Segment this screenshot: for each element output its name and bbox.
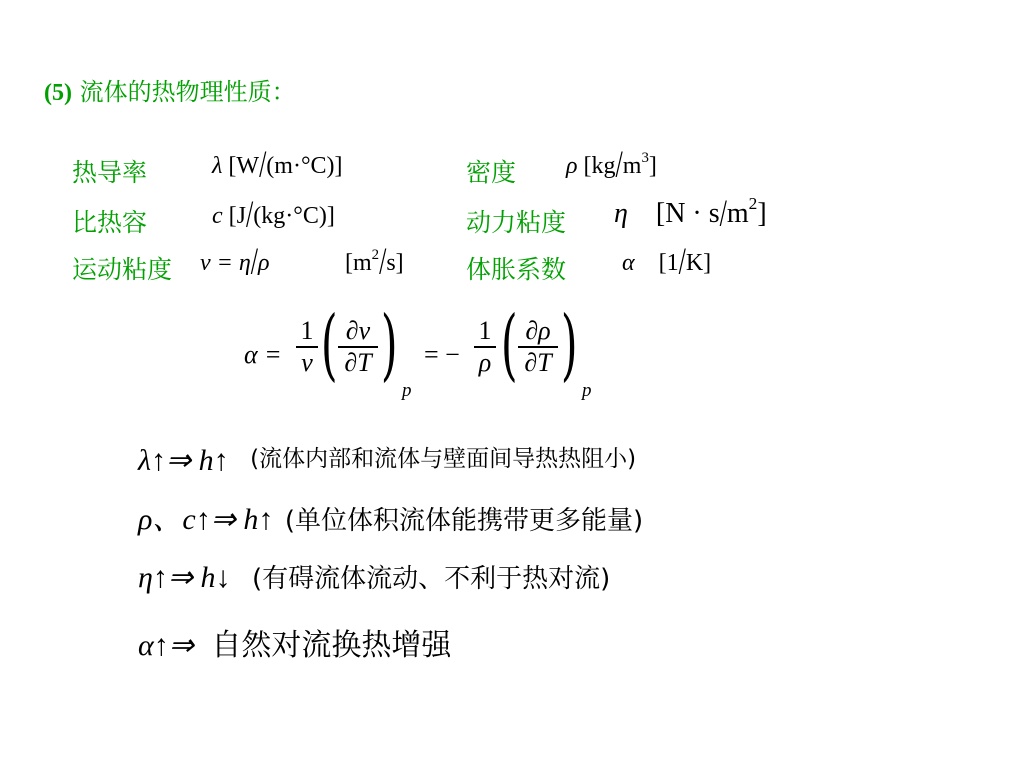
unit-exponent: 3 bbox=[641, 149, 649, 166]
formula-equals-minus: = − bbox=[424, 340, 460, 369]
left-paren: ( bbox=[320, 300, 338, 390]
effect-line-alpha bbox=[138, 620, 451, 664]
unit-part-a: [J bbox=[228, 203, 246, 229]
unit-part-b: (kg·°C)] bbox=[253, 203, 335, 229]
unit-part-a: [N · s bbox=[655, 198, 720, 229]
numerator: ∂ρ bbox=[525, 316, 551, 345]
fraction-slash: / bbox=[719, 192, 727, 235]
fraction-slash: / bbox=[259, 143, 267, 186]
unit-part-a: [1 bbox=[658, 250, 679, 276]
subscript-p: p bbox=[582, 380, 592, 401]
effect-line-eta bbox=[138, 558, 610, 595]
unit-part-b: s] bbox=[386, 250, 404, 276]
denominator: v bbox=[301, 347, 313, 377]
expansion-coefficient-formula bbox=[244, 300, 624, 410]
denominator: ∂T bbox=[344, 347, 372, 377]
section-number: (5) bbox=[44, 80, 72, 106]
unit-exponent: 2 bbox=[748, 193, 758, 213]
unit-specific-heat bbox=[212, 193, 335, 236]
unit-part-b: m bbox=[622, 153, 642, 179]
unit-density bbox=[566, 143, 657, 186]
fraction-1-over-v bbox=[296, 316, 318, 378]
unit-kinematic-viscosity bbox=[345, 240, 404, 283]
unit-part-b: m bbox=[726, 198, 749, 229]
subscript-p: p bbox=[402, 380, 412, 401]
label-expansion-coefficient: 体胀系数 bbox=[466, 255, 567, 284]
effect-line-rho-c bbox=[138, 494, 643, 538]
effect-lhs: λ↑⇒ h↑ bbox=[138, 444, 229, 477]
fraction-slash: / bbox=[615, 143, 623, 186]
symbol-kinematic-viscosity bbox=[200, 240, 270, 283]
symbol-nu-eta: ν = η bbox=[200, 250, 251, 276]
fraction-slash: / bbox=[379, 240, 387, 283]
unit-part-c: ] bbox=[648, 153, 657, 179]
numerator: ∂v bbox=[345, 316, 371, 345]
symbol-alpha: α bbox=[622, 250, 635, 276]
symbol-c: c bbox=[212, 203, 223, 229]
unit-part-b: (m·°C)] bbox=[266, 153, 343, 179]
symbol-eta: η bbox=[614, 198, 628, 229]
unit-dynamic-viscosity bbox=[614, 192, 767, 235]
effect-lhs: ρ、c↑⇒ h↑ bbox=[138, 503, 274, 536]
section-title bbox=[44, 72, 296, 107]
fraction-slash: / bbox=[250, 240, 258, 283]
right-paren: ) bbox=[560, 300, 578, 390]
numerator: 1 bbox=[478, 316, 492, 345]
effect-note: (有碍流体流动、不利于热对流) bbox=[252, 564, 611, 594]
formula-lhs: α = bbox=[244, 340, 282, 369]
label-density: 密度 bbox=[466, 158, 517, 187]
symbol-lambda: λ bbox=[212, 153, 223, 179]
effect-note: 自然对流换热增强 bbox=[211, 628, 452, 663]
unit-part-c: ] bbox=[757, 198, 767, 229]
unit-exponent: 2 bbox=[371, 246, 380, 263]
denominator: ρ bbox=[478, 347, 492, 377]
effect-note: (流体内部和流体与壁面间导热热阻小) bbox=[250, 446, 637, 472]
fraction-slash: / bbox=[246, 193, 254, 236]
effect-line-lambda bbox=[138, 440, 636, 478]
label-kinematic-viscosity: 运动粘度 bbox=[72, 255, 173, 284]
fraction-1-over-rho bbox=[474, 316, 496, 378]
right-paren: ) bbox=[380, 300, 398, 390]
effect-lhs: η↑⇒ h↓ bbox=[138, 561, 231, 594]
unit-expansion-coefficient bbox=[622, 240, 712, 283]
unit-part-a: [kg bbox=[583, 153, 616, 179]
symbol-rho: ρ bbox=[566, 153, 578, 179]
fraction-slash: / bbox=[678, 240, 686, 283]
symbol-rho: ρ bbox=[258, 250, 270, 276]
unit-part-a: [W bbox=[228, 153, 260, 179]
numerator: 1 bbox=[300, 316, 314, 345]
label-specific-heat: 比热容 bbox=[72, 208, 148, 237]
effect-note: (单位体积流体能携带更多能量) bbox=[284, 506, 644, 536]
effect-lhs: α↑⇒ bbox=[138, 629, 194, 662]
unit-part-b: K] bbox=[685, 250, 712, 276]
left-paren: ( bbox=[500, 300, 518, 390]
partial-fraction-1 bbox=[338, 316, 378, 378]
unit-part-a: [m bbox=[345, 250, 372, 276]
unit-thermal-conductivity bbox=[212, 143, 343, 186]
partial-fraction-2 bbox=[518, 316, 558, 378]
label-dynamic-viscosity: 动力粘度 bbox=[466, 208, 567, 237]
denominator: ∂T bbox=[524, 347, 552, 377]
label-thermal-conductivity: 热导率 bbox=[72, 158, 148, 187]
section-title-text: 流体的热物理性质： bbox=[79, 78, 296, 106]
